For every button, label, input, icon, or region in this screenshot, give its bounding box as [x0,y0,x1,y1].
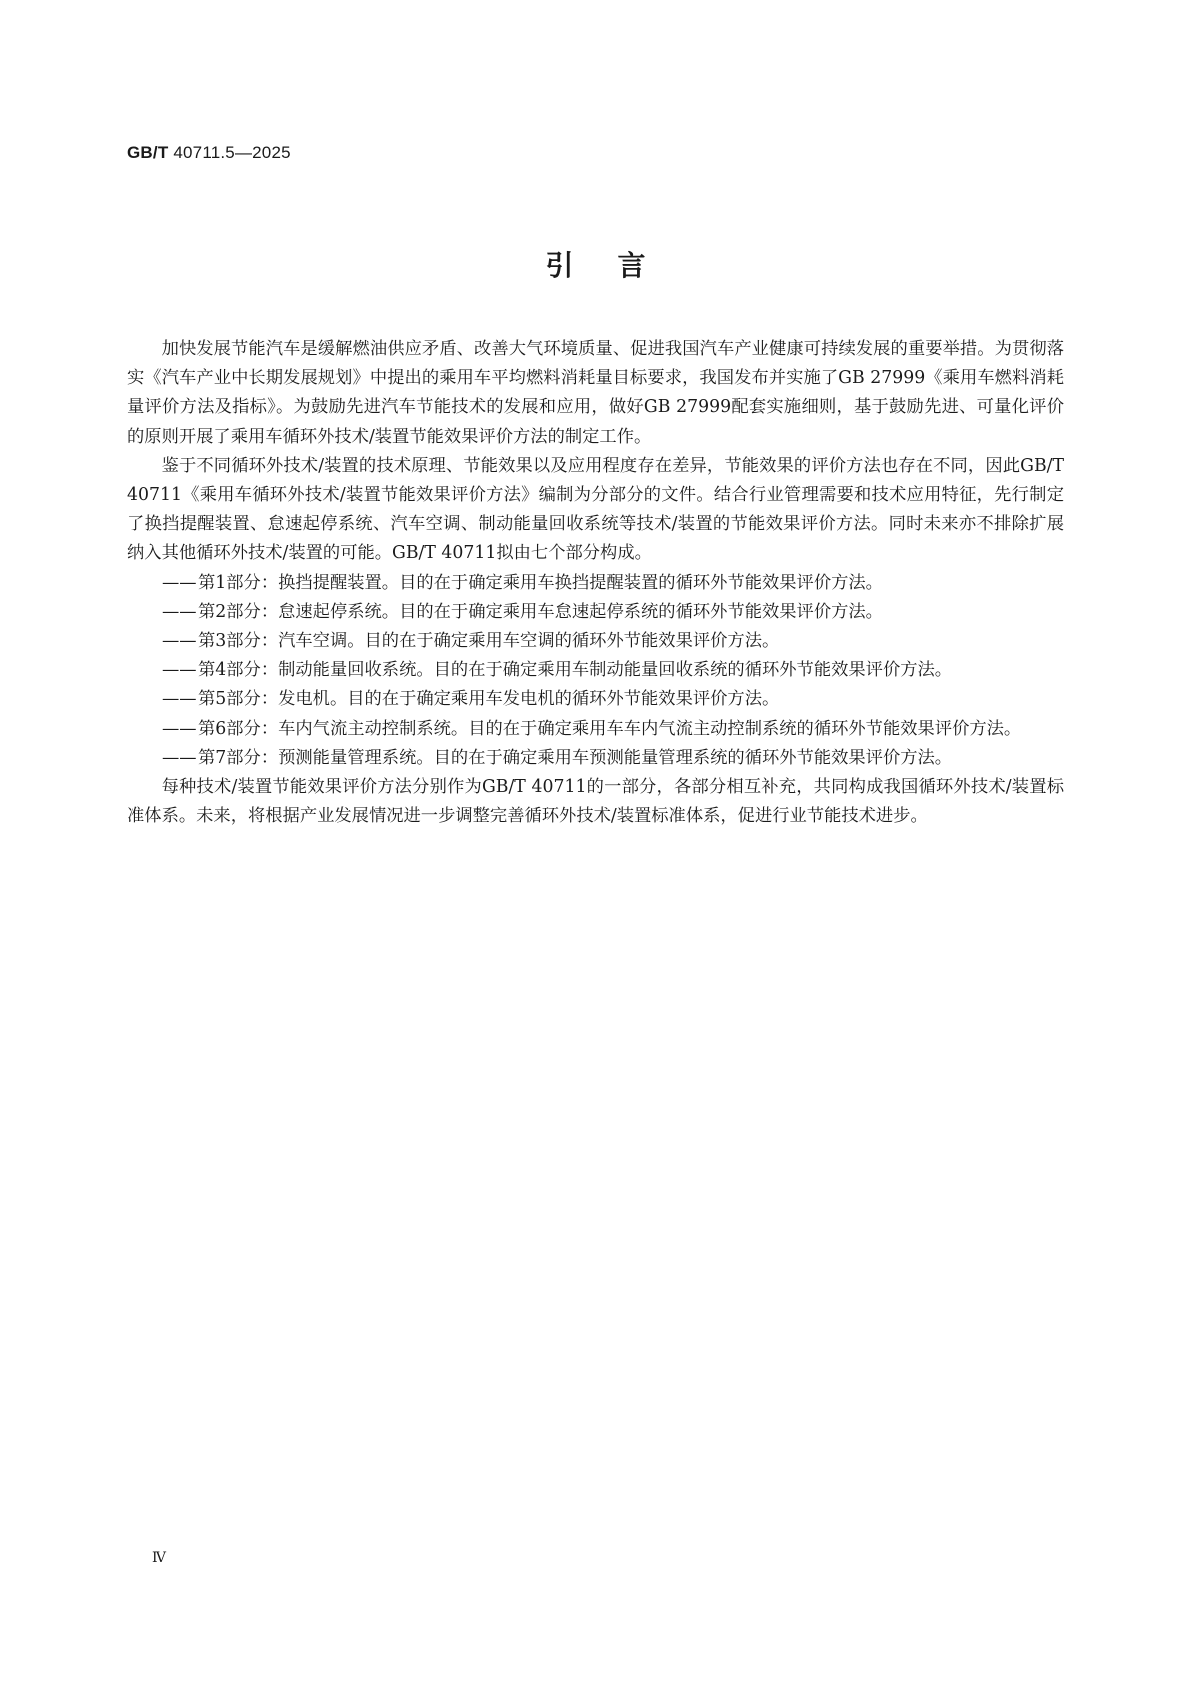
list-dash: —— [162,631,197,652]
list-item [127,715,1064,744]
list-dash: —— [162,601,197,622]
list-item [127,569,1064,598]
paragraph-intro: 加快发展节能汽车是缓解燃油供应矛盾、改善大气环境质量、促进我国汽车产业健康可持续发展的重要举措。为贯彻落实《汽车产业中长期发展规划》中提出的乘用车平均燃料消耗量目标要求，我国发布并实施了GB 27999《乘用车燃料消耗量评价方法及指标》。为鼓励先进汽车节能技术的发展和应用，做好GB 27999配套实施细则，基于鼓励先进、可量化评价的原则开展了乘用车循环外技术/装置节能效果评价方法的制定工作。 [127,339,1064,447]
list-dash: —— [162,572,197,593]
list-item-text: 第4部分：制动能量回收系统。目的在于确定乘用车制动能量回收系统的循环外节能效果评价方法。 [198,660,953,681]
list-dash: —— [162,660,197,681]
document-code-prefix: GB/T [127,143,169,162]
list-item-text: 第1部分：换挡提醒装置。目的在于确定乘用车换挡提醒装置的循环外节能效果评价方法。 [198,572,883,593]
list-item-text: 第3部分：汽车空调。目的在于确定乘用车空调的循环外节能效果评价方法。 [198,631,780,652]
list-item-text: 第6部分：车内气流主动控制系统。目的在于确定乘用车车内气流主动控制系统的循环外节能效果评价方法。 [198,718,1022,739]
page-title: 引言 [545,249,690,282]
paragraph-conclusion: 每种技术/装置节能效果评价方法分别作为GB/T 40711的一部分，各部分相互补充，共同构成我国循环外技术/装置标准体系。未来，将根据产业发展情况进一步调整完善循环外技术/装置标准体系，促进行业节能技术进步。 [127,777,1064,827]
list-item [127,744,1064,773]
list-item [127,685,1064,714]
list-item [127,627,1064,656]
list-item [127,598,1064,627]
document-body [127,335,1064,831]
document-code-number: 40711.5—2025 [173,143,291,162]
parts-list [127,569,1064,773]
list-item-text: 第5部分：发电机。目的在于确定乘用车发电机的循环外节能效果评价方法。 [198,689,780,710]
page-number: Ⅳ [152,1550,166,1566]
list-item-text: 第7部分：预测能量管理系统。目的在于确定乘用车预测能量管理系统的循环外节能效果评价方法。 [198,747,953,768]
list-dash: —— [162,689,197,710]
document-code [127,143,291,163]
list-dash: —— [162,747,197,768]
paragraph-structure: 鉴于不同循环外技术/装置的技术原理、节能效果以及应用程度存在差异，节能效果的评价方法也存在不同，因此GB/T 40711《乘用车循环外技术/装置节能效果评价方法》编制为分部分的文件。结合行业管理需要和技术应用特征，先行制定了换挡提醒装置、怠速起停系统、汽车空调、制动能量回收系统等技术/装置的节能效果评价方法。同时未来亦不排除扩展纳入其他循环外技术/装置的可能。GB/T 40711拟由七个部分构成。 [127,455,1064,564]
list-dash: —— [162,718,197,739]
list-item-text: 第2部分：怠速起停系统。目的在于确定乘用车怠速起停系统的循环外节能效果评价方法。 [198,601,883,622]
list-item [127,656,1064,685]
